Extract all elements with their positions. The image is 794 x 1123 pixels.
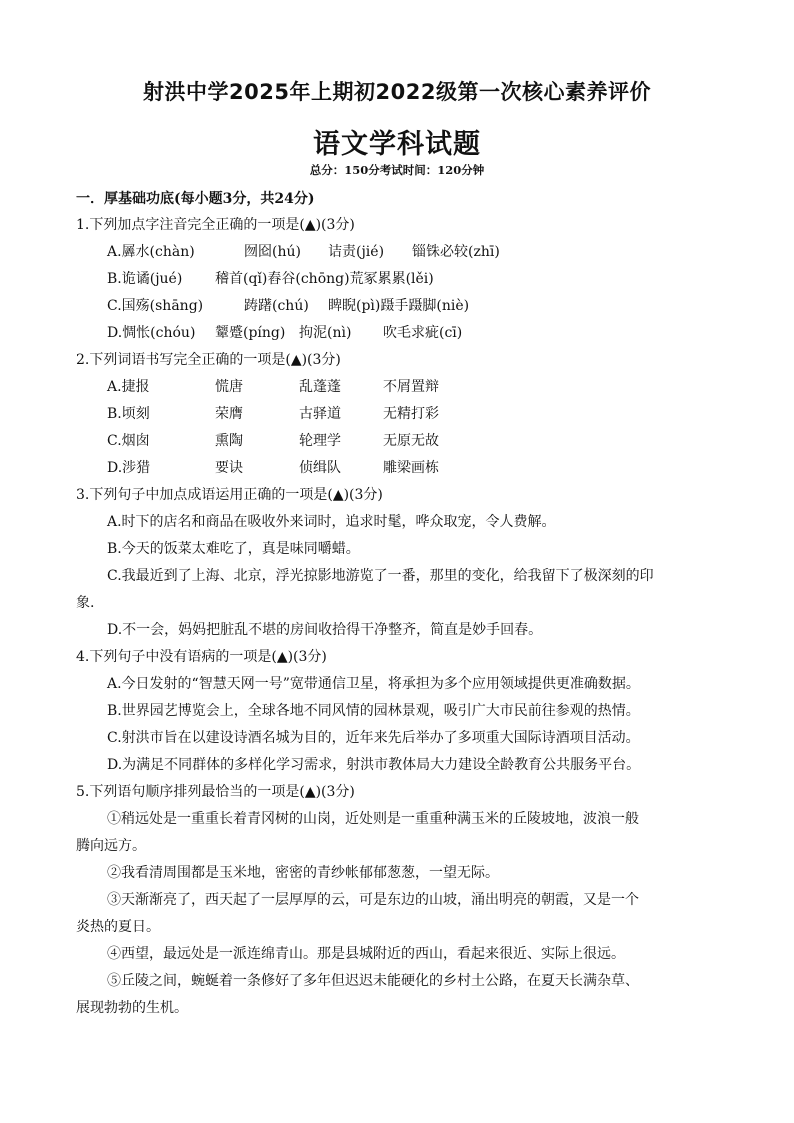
q2-c-1: C.烟囱: [107, 433, 150, 449]
q2-d-1: D.涉猎: [107, 460, 151, 476]
q1-a-3: 诘责(jié): [328, 244, 385, 260]
q1-a-1: A.羼水(chàn): [107, 244, 195, 260]
q3-option-d: D.不一会，妈妈把脏乱不堪的房间收拾得干净整齐，简直是妙手回春。: [107, 622, 543, 638]
q2-a-4: 不屑置辩: [383, 379, 439, 395]
q2-option-c: [76, 428, 726, 455]
q4-option-b: B.世界园艺博览会上，全球各地不同风情的园林景观，吸引广大市民前往参观的热情。: [107, 703, 640, 719]
q2-option-b: [76, 401, 726, 428]
q2-a-1: A.捷报: [107, 379, 150, 395]
q4-option-c: C.射洪市旨在以建设诗酒名城为目的，近年来先后举办了多项重大国际诗酒项目活动。: [107, 730, 640, 746]
question-2-stem: 2.下列词语书写完全正确的一项是(▲)(3分): [76, 352, 341, 368]
q1-b-1: B.诡谲(jué): [107, 271, 183, 287]
q1-b-2: 稽首(qǐ): [215, 271, 268, 287]
q3-option-c-continued: 象.: [76, 595, 95, 611]
q1-d-1: D.惆怅(chóu): [107, 325, 196, 341]
q5-sentence-5: ⑤丘陵之间，蜿蜒着一条修好了多年但迟迟未能硬化的乡村土公路，在夏天长满杂草、: [107, 973, 639, 989]
q1-option-c: [76, 293, 726, 320]
q1-d-2: 颦蹙(píng): [215, 325, 286, 341]
q1-c-3: 睥睨(pì): [328, 298, 381, 314]
q1-c-2: 踌躇(chú): [244, 298, 309, 314]
q2-b-1: B.顷刻: [107, 406, 150, 422]
q2-d-3: 侦缉队: [299, 460, 341, 476]
exam-content: [76, 186, 726, 1022]
q1-b-3: 舂谷(chōng): [267, 271, 350, 287]
q5-sentence-1-continued: 腾向远方。: [76, 838, 146, 854]
q4-option-a: A.今日发射的“智慧天网一号”宽带通信卫星，将承担为多个应用领域提供更准确数据。: [107, 676, 640, 692]
q2-a-3: 乱蓬蓬: [299, 379, 341, 395]
subject-title: 语文学科试题: [313, 129, 481, 160]
question-5-stem: 5.下列语句顺序排列最恰当的一项是(▲)(3分): [76, 784, 355, 800]
q2-c-2: 熏陶: [215, 433, 243, 449]
q1-option-d: [76, 320, 726, 347]
q5-sentence-5-continued: 展现勃勃的生机。: [76, 1000, 188, 1016]
q1-a-4: 锱铢必较(zhī): [412, 244, 500, 260]
q1-d-3: 拘泥(nì): [299, 325, 352, 341]
q5-sentence-1: ①稍远处是一重重长着青冈树的山岗，近处则是一重重种满玉米的丘陵坡地，波浪一般: [107, 811, 639, 827]
q5-sentence-3-continued: 炎热的夏日。: [76, 919, 160, 935]
q1-b-4: 荒冢累累(lěi): [349, 271, 434, 287]
q4-option-d: D.为满足不同群体的多样化学习需求，射洪市教体局大力建设全龄教育公共服务平台。: [107, 757, 641, 773]
exam-info: 总分：150分考试时间：120分钟: [309, 163, 485, 177]
q2-a-2: 慌唐: [215, 379, 243, 395]
q3-option-c: C.我最近到了上海、北京，浮光掠影地游览了一番，那里的变化，给我留下了极深刻的印: [107, 568, 654, 584]
q3-option-b: B.今天的饭菜太难吃了，真是味同嚼蜡。: [107, 541, 360, 557]
q1-a-2: 囫囵(hú): [244, 244, 301, 260]
q2-b-4: 无精打彩: [383, 406, 439, 422]
q2-b-2: 荣膺: [215, 406, 243, 422]
q5-sentence-4: ④西望，最远处是一派连绵青山。那是县城附近的西山，看起来很近、实际上很远。: [107, 946, 625, 962]
section-heading: 一．厚基础功底(每小题3分，共24分): [76, 191, 315, 207]
q1-d-4: 吹毛求疵(cī): [383, 325, 463, 341]
q5-sentence-3: ③天渐渐亮了，西天起了一层厚厚的云，可是东边的山坡，涌出明亮的朝霞，又是一个: [107, 892, 639, 908]
q2-b-3: 古驿道: [299, 406, 341, 422]
q2-d-4: 雕梁画栋: [383, 460, 439, 476]
q5-sentence-2: ②我看清周围都是玉米地，密密的青纱帐郁郁葱葱，一望无际。: [107, 865, 499, 881]
q1-c-1: C.国殇(shāng): [107, 298, 204, 314]
question-3-stem: 3.下列句子中加点成语运用正确的一项是(▲)(3分): [76, 487, 383, 503]
question-4-stem: 4.下列句子中没有语病的一项是(▲)(3分): [76, 649, 327, 665]
exam-title: 射洪中学2025年上期初2022级第一次核心素养评价: [143, 80, 651, 104]
q2-c-4: 无原无故: [383, 433, 439, 449]
q3-option-a: A.时下的店名和商品在吸收外来词时，追求时髦，哗众取宠，令人费解。: [107, 514, 556, 530]
q2-d-2: 要诀: [215, 460, 243, 476]
q2-option-a: [76, 374, 726, 401]
q1-option-a: [76, 239, 726, 266]
q1-option-b: [76, 266, 726, 293]
q1-c-4: 蹑手蹑脚(niè): [380, 298, 470, 314]
question-1-stem: 1.下列加点字注音完全正确的一项是(▲)(3分): [76, 217, 355, 233]
q2-option-d: [76, 455, 726, 482]
q2-c-3: 轮理学: [299, 433, 341, 449]
